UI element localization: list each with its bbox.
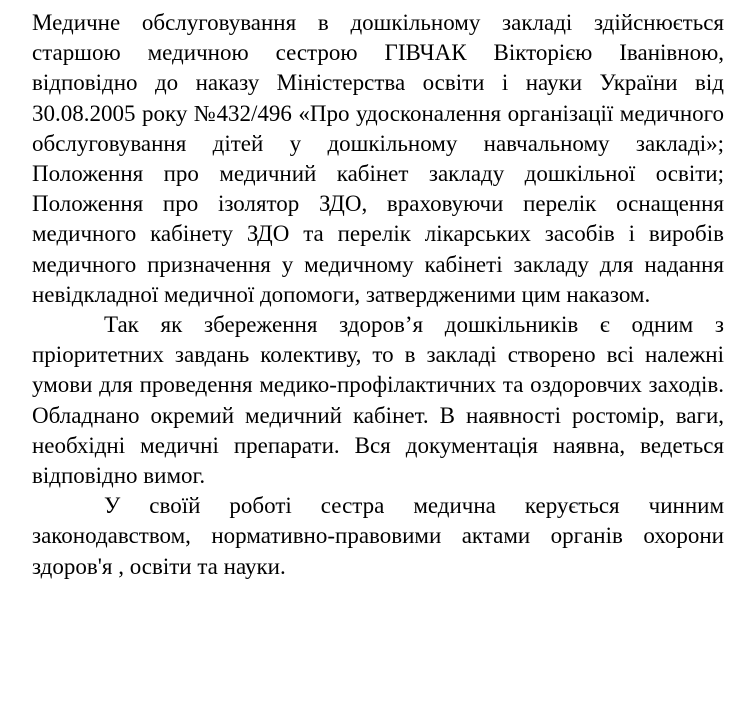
document-body bbox=[32, 8, 724, 582]
paragraph-nurse-legislation: У своїй роботі сестра медична керується чинним законодавством, нормативно-правовими актами органів охорони здоров'я , освіти та науки. bbox=[32, 493, 724, 579]
paragraph-medical-service: Медичне обслуговування в дошкільному закладі здійснюється старшою медичною сестрою ГІВЧАК Вікторією Іванівною, відповідно до наказу Міністерства освіти і науки України від 30.08.2005 року №432/496 «Про удосконалення організації медичного обслуговування дітей у дошкільному навчальному закладі»; Положення про медичний кабінет закладу дошкільної освіти; Положення про ізолятор ЗДО, враховуючи перелік оснащення медичного кабінету ЗДО та перелік лікарських засобів і виробів медичного призначення у медичному кабінеті закладу для надання невідкладної медичної допомоги, затвердженими цим наказом. bbox=[32, 10, 724, 307]
paragraph-health-conditions: Так як збереження здоров’я дошкільників є одним з пріоритетних завдань колективу, то в закладі створено всі належні умови для проведення медико-профілактичних та оздоровчих заходів. Обладнано окремий медичний кабінет. В наявності ростомір, ваги, необхідні медичні препарати. Вся документація наявна, ведеться відповідно вимог. bbox=[32, 312, 724, 489]
